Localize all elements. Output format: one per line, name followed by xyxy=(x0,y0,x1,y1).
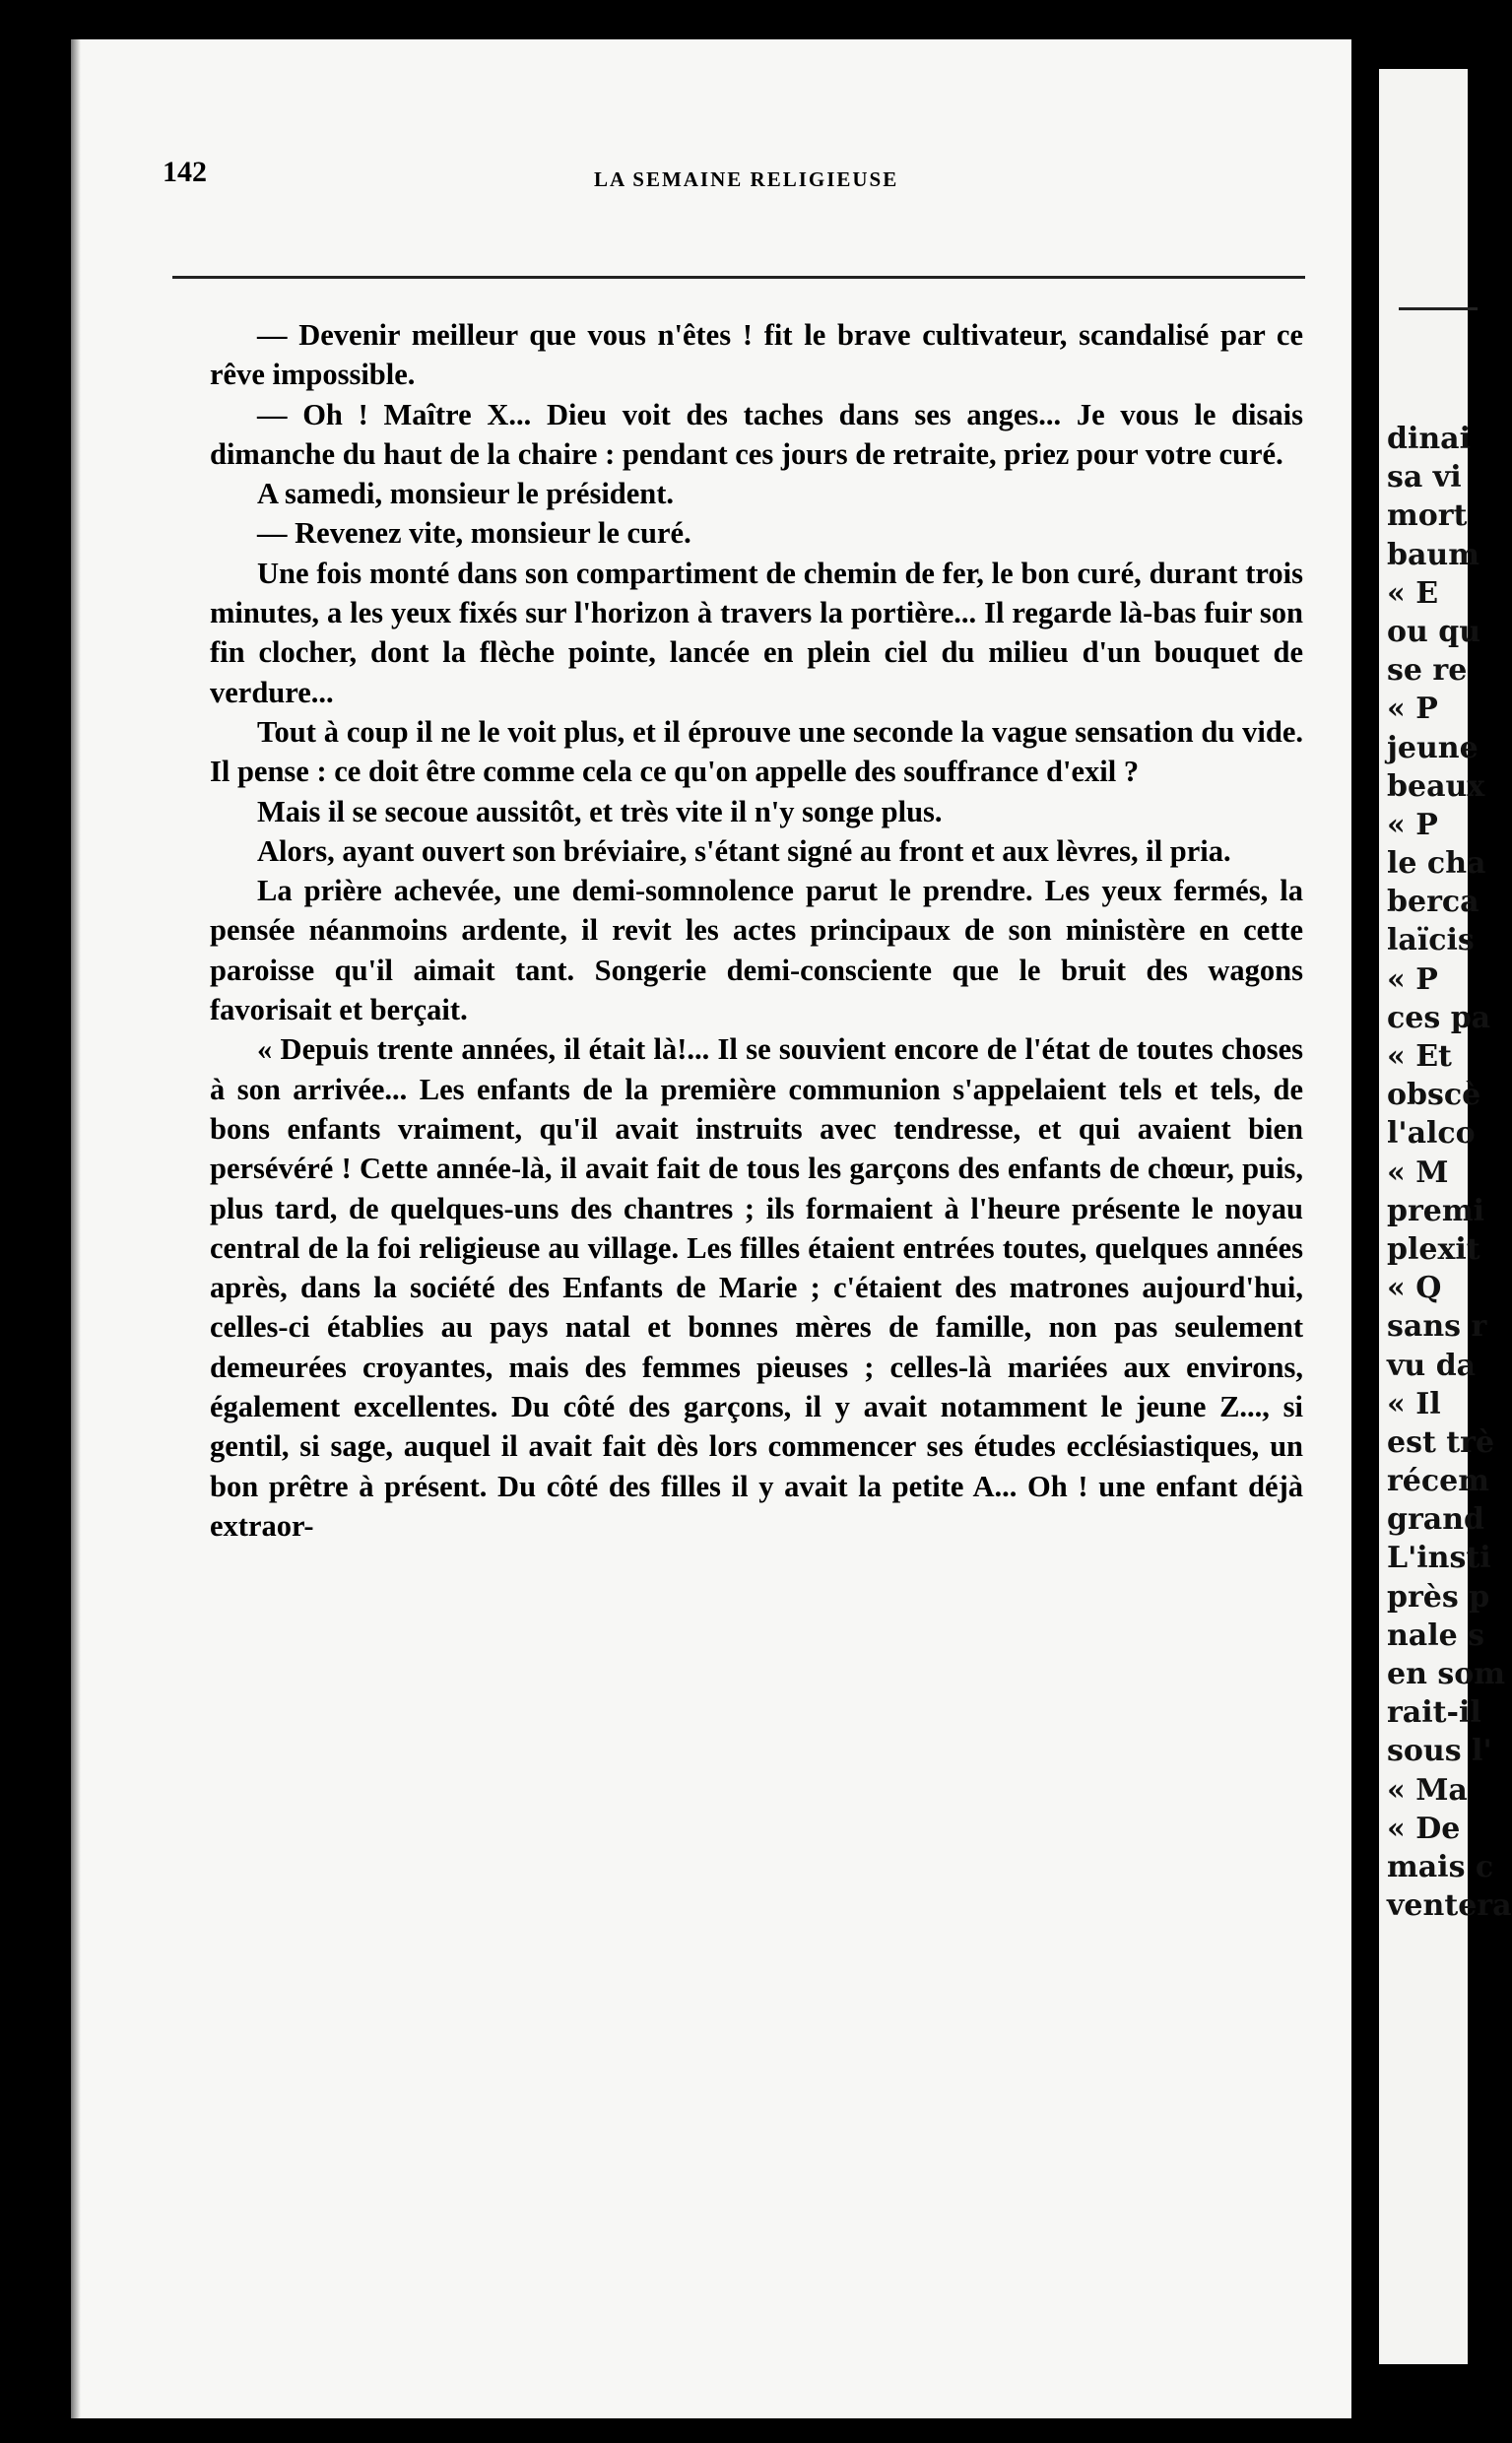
facing-page-line: « E xyxy=(1387,575,1439,611)
facing-page-line: « P xyxy=(1387,692,1438,727)
paragraph: — Revenez vite, monsieur le curé. xyxy=(257,516,691,551)
facing-page-line: près p xyxy=(1387,1579,1490,1615)
paragraph: Une fois monté dans son compartiment de chemin de fer, le bon curé, durant trois minutes, a les yeux fixés sur l'horizon à travers la portière... Il regarde là-bas fuir son fin clocher, dont la flèche pointe, lancée en plein ciel du milieu d'un bouquet de verdure... xyxy=(210,556,1303,709)
facing-page-line: « De xyxy=(1387,1811,1461,1846)
paragraph: Tout à coup il ne le voit plus, et il éprouve une seconde la vague sensation du vide. Il pense : ce doit être comme cela ce qu'on appelle des souffrance d'exil ? xyxy=(210,714,1303,789)
facing-page-line: « Q xyxy=(1387,1271,1442,1306)
facing-page-line: sous l' xyxy=(1387,1734,1492,1769)
facing-page-line: ces pa xyxy=(1387,1000,1491,1035)
paragraph: Alors, ayant ouvert son bréviaire, s'étant signé au front et aux lèvres, il pria. xyxy=(257,833,1231,868)
paragraph: A samedi, monsieur le président. xyxy=(257,477,675,511)
facing-page-line: premi xyxy=(1387,1193,1485,1228)
facing-page-line: vu da xyxy=(1387,1348,1477,1383)
facing-page-line: « Et xyxy=(1387,1039,1452,1074)
facing-page-rule xyxy=(1399,307,1478,310)
facing-page-line: rait-il xyxy=(1387,1695,1481,1731)
facing-page-line: obscè xyxy=(1387,1078,1481,1113)
header-rule xyxy=(172,276,1305,279)
running-title: LA SEMAINE RELIGIEUSE xyxy=(594,167,899,191)
facing-page-line: « P xyxy=(1387,807,1438,842)
paragraph: « Depuis trente années, il était là!... Il se souvient encore de l'état de toutes choses à son arrivée... Les enfants de la première communion s'appelaient tels et tels, de bons enfants vraiment, qu'il avait instruits avec tendresse, et qui avaient bien persévéré ! Cette année-là, il avait fait de tous les garçons des enfants de chœur, puis, plus tard, de quelques-uns des chantres ; ils formaient à l'heure présente le noyau central de la foi religieuse au village. Les filles étaient entrées toutes, quelques années après, dans la société des Enfants de Marie ; c'étaient des matrones aujourd'hui, celles-ci établies au pays natal et bonnes mères de famille, non pas seulement demeurées croyantes, mais des femmes pieuses ; celles-là mariées aux environs, également excellentes. Du côté des garçons, il y avait notamment le jeune Z..., si gentil, si sage, auquel il avait fait dès lors commencer ses études ecclésiastiques, un bon prêtre à présent. Du côté des filles il y avait la petite A... Oh ! une enfant déjà extraor- xyxy=(210,1032,1303,1543)
facing-page-line: le cha xyxy=(1387,846,1486,882)
page-edge-shadow xyxy=(71,39,81,2418)
page-header xyxy=(163,156,1295,215)
facing-page-line: plexit xyxy=(1387,1231,1480,1267)
paragraph: La prière achevée, une demi-somnolence parut le prendre. Les yeux fermés, la pensée néanmoins ardente, il revit les actes principaux de son ministère en cette paroisse qu'il aimait tant. Songerie demi-consciente que le bruit des wagons favorisait et berçait. xyxy=(210,874,1303,1027)
facing-page-text xyxy=(1387,420,1512,1925)
facing-page-line: grand xyxy=(1387,1502,1485,1538)
facing-page-line: berca xyxy=(1387,885,1479,920)
paragraph: — Oh ! Maître X... Dieu voit des taches dans ses anges... Je vous le disais dimanche du haut de la chaire : pendant ces jours de retraite, priez pour votre curé. xyxy=(210,397,1303,471)
facing-page-line: l'alco xyxy=(1387,1116,1476,1152)
body-text xyxy=(210,315,1303,1546)
facing-page-line: nale s xyxy=(1387,1618,1485,1653)
facing-page-line: « Il xyxy=(1387,1386,1441,1421)
facing-page-line: laïcis xyxy=(1387,923,1475,958)
facing-page-line: « P xyxy=(1387,961,1438,997)
paragraph: Mais il se secoue aussitôt, et très vite il n'y songe plus. xyxy=(257,794,943,828)
facing-page xyxy=(1379,69,1512,2364)
facing-page-line: dinai xyxy=(1387,422,1472,456)
facing-page-line: jeune xyxy=(1387,730,1479,765)
facing-page-line: sa vi xyxy=(1387,460,1462,495)
page-number: 142 xyxy=(163,156,207,188)
facing-page-line: beaux xyxy=(1387,768,1485,804)
facing-page-line: ou qu xyxy=(1387,614,1481,649)
facing-page-line: est trè xyxy=(1387,1424,1495,1460)
facing-page-line: « M xyxy=(1387,1155,1449,1190)
facing-page-line: récem xyxy=(1387,1464,1489,1499)
facing-page-line: L'insti xyxy=(1387,1541,1491,1576)
facing-page-line: se re xyxy=(1387,653,1468,689)
paragraph: — Devenir meilleur que vous n'êtes ! fit le brave cultivateur, scandalisé par ce rêve impossible. xyxy=(210,318,1303,392)
facing-page-line: en som xyxy=(1387,1657,1505,1691)
facing-page-line: mort xyxy=(1387,498,1468,534)
facing-page-line: mais c xyxy=(1387,1849,1494,1884)
facing-page-line: sans r xyxy=(1387,1309,1487,1345)
facing-page-line: ventera xyxy=(1387,1888,1512,1924)
facing-page-line: « Ma xyxy=(1387,1772,1468,1808)
facing-page-line: baum xyxy=(1387,537,1479,572)
